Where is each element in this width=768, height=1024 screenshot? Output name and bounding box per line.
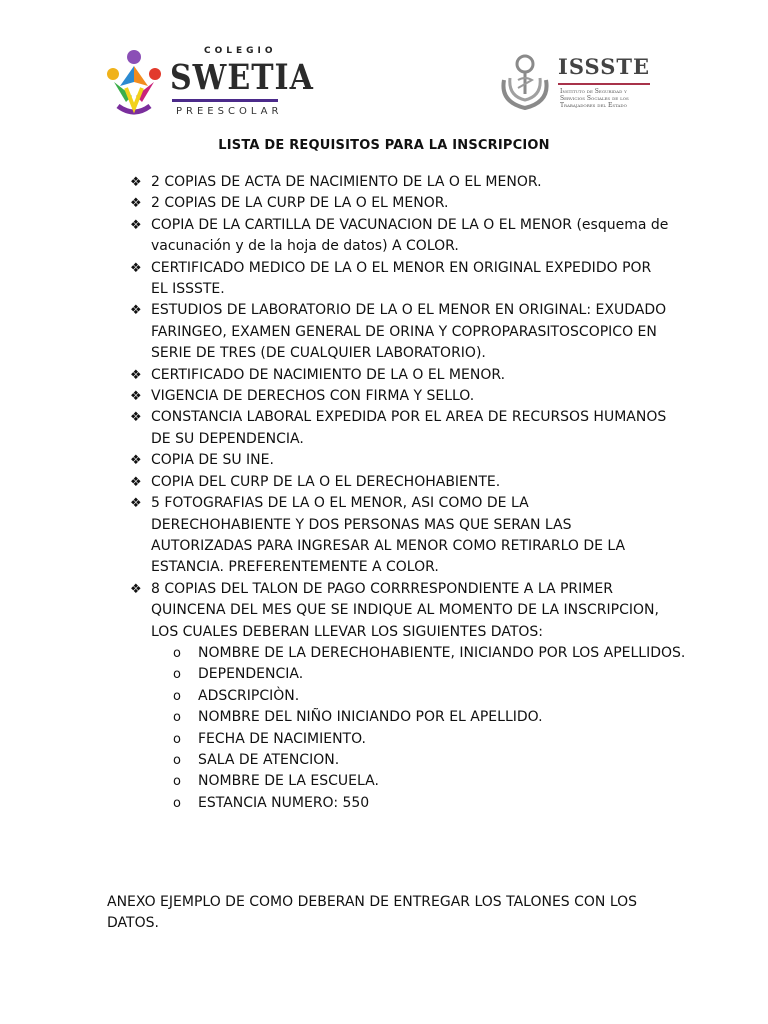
requirement-text: CERTIFICADO MEDICO DE LA O EL MENOR EN ORIGINAL EXPEDIDO POR EL ISSSTE. <box>151 259 652 298</box>
requirement-text: 2 COPIAS DE LA CURP DE LA O EL MENOR. <box>151 195 449 212</box>
required-data-item <box>173 729 692 750</box>
required-data-text: DEPENDENCIA. <box>198 666 304 683</box>
requirement-item <box>130 215 670 258</box>
required-data-item <box>173 750 692 771</box>
issste-logo <box>496 50 656 118</box>
requirement-text: CERTIFICADO DE NACIMIENTO DE LA O EL MENOR. <box>151 366 506 383</box>
circle-bullet-icon: o <box>173 710 181 726</box>
requirement-item <box>130 300 670 364</box>
required-data-text: FECHA DE NACIMIENTO. <box>198 730 366 747</box>
diamond-bullet-icon: ❖ <box>130 496 142 512</box>
circle-bullet-icon: o <box>173 752 181 768</box>
required-data-text: NOMBRE DEL NIÑO INICIANDO POR EL APELLIDO. <box>198 709 543 726</box>
logo-subtitle: PREESCOLAR <box>176 106 283 117</box>
requirement-item <box>130 472 670 493</box>
requirements-list <box>130 172 686 814</box>
required-data-item <box>173 643 692 664</box>
requirement-item <box>130 193 670 214</box>
colorful-figures-icon <box>104 48 164 120</box>
diamond-bullet-icon: ❖ <box>130 474 142 490</box>
logo-name: SWETIA <box>170 58 314 99</box>
required-data-item <box>173 664 692 685</box>
issste-name: ISSSTE <box>558 54 651 79</box>
requirement-item <box>130 407 670 450</box>
required-data-text: ADSCRIPCIÒN. <box>198 687 300 704</box>
requirement-item <box>130 386 670 407</box>
required-data-item <box>173 771 692 792</box>
required-data-item <box>173 686 692 707</box>
requirement-text: 2 COPIAS DE ACTA DE NACIMIENTO DE LA O EL MENOR. <box>151 174 542 190</box>
issste-description: Instituto de Seguridad y Servicios Sociales de los Trabajadores del Estado <box>560 88 629 109</box>
diamond-bullet-icon: ❖ <box>130 175 142 190</box>
circle-bullet-icon: o <box>173 688 181 704</box>
requirement-text: ESTUDIOS DE LABORATORIO DE LA O EL MENOR EN ORIGINAL: EXUDADO FARINGEO, EXAMEN GENERAL DE ORINA Y COPROPARASITOSCOPICO EN SERIE DE TRES (DE CUALQUIER LABORATORIO). <box>151 302 667 362</box>
diamond-bullet-icon: ❖ <box>130 410 142 426</box>
diamond-bullet-icon: ❖ <box>130 453 142 469</box>
circle-bullet-icon: o <box>173 731 181 747</box>
circle-bullet-icon: o <box>173 667 181 683</box>
required-data-text: SALA DE ATENCION. <box>198 751 340 768</box>
required-data-text: NOMBRE DE LA DERECHOHABIENTE, INICIANDO POR LOS APELLIDOS. <box>198 644 686 661</box>
requirement-text: COPIA DE SU INE. <box>151 452 274 469</box>
logo-divider <box>172 99 278 102</box>
circle-bullet-icon: o <box>173 774 181 790</box>
requirement-text: COPIA DE LA CARTILLA DE VACUNACION DE LA O EL MENOR (esquema de vacunación y de la hoja de datos) A COLOR. <box>151 216 669 255</box>
logo-top-text: COLEGIO <box>204 46 277 56</box>
requirement-item <box>130 258 670 301</box>
diamond-bullet-icon: ❖ <box>130 217 142 233</box>
circle-bullet-icon: o <box>173 645 181 661</box>
requirement-text: CONSTANCIA LABORAL EXPEDIDA POR EL AREA DE RECURSOS HUMANOS DE SU DEPENDENCIA. <box>151 409 667 447</box>
requirement-item <box>130 493 670 579</box>
requirement-text: COPIA DEL CURP DE LA O EL DERECHOHABIENTE. <box>151 473 501 490</box>
requirement-item <box>130 365 670 386</box>
diamond-bullet-icon: ❖ <box>130 196 142 212</box>
page-title: LISTA DE REQUISITOS PARA LA INSCRIPCION <box>218 138 550 153</box>
requirement-text: 5 FOTOGRAFIAS DE LA O EL MENOR, ASI COMO DE LA DERECHOHABIENTE Y DOS PERSONAS MAS QUE SERAN LAS AUTORIZADAS PARA INGRESAR AL MENOR COMO RETIRARLO DE LA ESTANCIA. PREFERENTEMENTE A COLOR. <box>151 495 626 576</box>
required-data-list <box>173 643 692 814</box>
required-data-text: NOMBRE DE LA ESCUELA. <box>198 773 379 790</box>
required-data-item <box>173 707 692 728</box>
diamond-bullet-icon: ❖ <box>130 260 142 276</box>
circle-bullet-icon: o <box>173 795 181 811</box>
requirement-text: 8 COPIAS DEL TALON DE PAGO CORRRESPONDIENTE A LA PRIMER QUINCENA DEL MES QUE SE INDIQUE AL MOMENTO DE LA INSCRIPCION, LOS CUALES DEBERAN LLEVAR LOS SIGUIENTES DATOS: <box>151 580 659 640</box>
issste-divider <box>558 83 650 85</box>
requirement-item <box>130 450 670 471</box>
diamond-bullet-icon: ❖ <box>130 389 142 405</box>
requirement-item <box>130 172 670 193</box>
required-data-text: ESTANCIA NUMERO: 550 <box>198 794 370 811</box>
colegio-swetia-logo <box>104 44 314 124</box>
issste-emblem-icon <box>496 50 554 112</box>
requirement-text: VIGENCIA DE DERECHOS CON FIRMA Y SELLO. <box>151 388 475 405</box>
diamond-bullet-icon: ❖ <box>130 367 142 383</box>
diamond-bullet-icon: ❖ <box>130 581 142 597</box>
footer-note: ANEXO EJEMPLO DE COMO DEBERAN DE ENTREGAR LOS TALONES CON LOS DATOS. <box>107 894 638 932</box>
required-data-item <box>173 793 692 814</box>
requirement-item <box>130 579 686 814</box>
diamond-bullet-icon: ❖ <box>130 303 142 319</box>
